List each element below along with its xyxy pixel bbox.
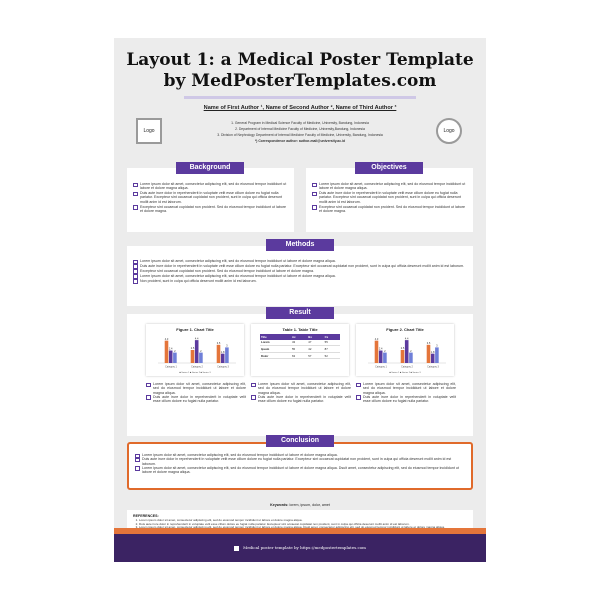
bar [169, 351, 173, 363]
table-cell: Ipsum [260, 346, 291, 353]
logo-left-label: Logo [143, 128, 155, 134]
affiliation-1: 1. General Program in Medical Science Faculty of Medicine, University, Bandung, Indonesia [231, 121, 369, 125]
references-heading: REFERENCES: [133, 514, 159, 518]
data-label: 2 [384, 349, 386, 353]
logo-square [136, 118, 162, 144]
data-label: 2 [174, 349, 176, 353]
keywords [114, 503, 486, 507]
table-header-cell: Title [260, 334, 291, 340]
list-item: Duis aute irure dolor in reprehenderit in voluptate velit esse cillum dolore eu fugiat nulla pariatur. [356, 395, 456, 404]
bar [195, 340, 199, 363]
table-cell: Dolor [260, 352, 291, 359]
bar [435, 347, 439, 363]
data-label: 4.3 [374, 337, 379, 341]
list-item: Excepteur sint occaecat cupidatat non proident. Sed do eiusmod tempor incididunt ut labore et dolore magna. [133, 269, 467, 273]
category-label: Category 1 [375, 365, 387, 369]
data-label: 3.5 [216, 342, 221, 345]
bar [409, 353, 413, 363]
data-label: 2.5 [400, 347, 405, 351]
table-cell: 43 [291, 340, 307, 346]
table-cell: 47 [307, 340, 323, 346]
conclusion-heading: Conclusion [266, 435, 334, 447]
data-label: 2 [200, 349, 202, 353]
keywords-value: lorem, ipsum, dolor, amet [289, 503, 330, 507]
bar [199, 353, 203, 363]
affiliation-3: 3. Division of Nephrology Department of Internal Medicine Faculty of Medicine, University, Bandung, Indonesia [217, 133, 383, 137]
data-label: 2.5 [190, 347, 195, 351]
list-item: Lorem ipsum dolor sit amet, consectetur adipiscing elit, sed do eiusmod tempor incididunt ut labore et dolore magna aliqua. [133, 274, 467, 278]
list-item: Lorem ipsum dolor sit amet, consectetur adipiscing elit, sed do eiusmod tempor incididunt ut labore et dolore magna aliqua. [133, 182, 288, 191]
data-label: 4.4 [404, 337, 409, 341]
table-row [260, 352, 340, 359]
bar [221, 354, 225, 363]
poster [114, 38, 486, 562]
list-item: Lorem ipsum dolor sit amet, consectetur adipiscing elit, sed do eiusmod tempor incididunt ut labore et dolore magna aliqua. [312, 182, 467, 191]
objectives-box [306, 168, 473, 232]
table-header-cell: Bx [307, 334, 323, 340]
bar [379, 351, 383, 363]
result-text-1 [146, 382, 246, 403]
category-label: Category 3 [427, 365, 439, 369]
methods-heading: Methods [266, 239, 334, 251]
category-label: Category 2 [401, 365, 413, 369]
figure-2-title: Figure 2. Chart Title [386, 327, 424, 332]
table-cell: 57 [307, 352, 323, 359]
title-line-2: by MedPosterTemplates.com [163, 71, 437, 91]
data-table [260, 334, 340, 359]
reference-item: 2. Duis aute irure dolor in reprehenderit in voluptate velit esse cillum dolore eu fugiat nulla pariatur. Excepteur sint occaecat cupidatat non proident, sunt in culpa qui officia deserunt mollit anim id est laborum. [139, 523, 467, 527]
category-label: Category 3 [217, 365, 229, 369]
list-item: Lorem ipsum dolor sit amet, consectetur adipiscing elit, sed do eiusmod tempor incididunt ut labore et dolore magna aliqua. Dsuit amet, consectetur adipiscing elit, sed do eiusmod tempor incididunt ut labore et dolore magna aliqua. [135, 466, 465, 475]
list-item: Duis aute irure dolor in reprehenderit in voluptate velit esse cillum dolore eu fugiat nulla pariatur. [251, 395, 351, 404]
footer-text [114, 545, 486, 551]
result-box [127, 314, 473, 436]
table-1-title: Table 1. Table Title [282, 327, 318, 332]
bar [217, 345, 221, 363]
table-header-cell: Ax [291, 334, 307, 340]
data-label: 3 [226, 344, 228, 348]
table-1 [251, 324, 349, 376]
bar [375, 341, 379, 363]
list-item: Excepteur sint occaecat cupidatat non proident. Sed do eiusmod tempor incididunt ut labore et dolore magna. [133, 205, 288, 214]
table-cell: 55 [291, 346, 307, 353]
title-line-1: Layout 1: a Medical Poster Template [126, 50, 474, 70]
bar [431, 354, 435, 363]
bar [405, 340, 409, 363]
list-item: Excepteur sint occaecat cupidatat non proident. Sed do eiusmod tempor incididunt ut labore et dolore magna. [312, 205, 467, 214]
data-label: 4.3 [164, 337, 169, 341]
bar-chart-2 [356, 333, 454, 371]
list-item: Duis aute irure dolor in reprehenderit in voluptate velit esse cillum dolore eu fugiat nulla pariatur. Excepteur sint occaecat cupidatat non proident, sunt in culpa qui officia deserunt mollit anim id est laborum. [135, 457, 465, 466]
keywords-label: Keywords: [270, 503, 289, 507]
table-row [260, 346, 340, 353]
data-label: 1.8 [220, 350, 225, 354]
list-item: Lorem ipsum dolor sit amet, consectetur adipiscing elit, sed do eiusmod tempor incididunt ut labore et dolore magna aliqua. [251, 382, 351, 395]
bar [191, 350, 195, 363]
bar-chart-1 [146, 333, 244, 371]
affiliation-2: 2. Department of Internal Medicine Faculty of Medicine, University,Bandung, Indonesia [235, 127, 365, 131]
authors: Name of First Author ¹, Name of Second Author ², Name of Third Author ³ [203, 105, 397, 111]
logo-right-label: Logo [443, 128, 455, 134]
affiliations [174, 120, 426, 144]
list-item: Lorem ipsum dolor sit amet, consectetur adipiscing elit, sed do eiusmod tempor incididunt ut labore et dolore magna aliqua. [135, 453, 465, 457]
result-heading: Result [266, 307, 334, 319]
data-label: 4.4 [194, 337, 199, 341]
category-label: Category 1 [165, 365, 177, 369]
table-cell: 63 [291, 352, 307, 359]
result-text-2 [251, 382, 351, 403]
bar [165, 341, 169, 363]
data-label: 3 [436, 344, 438, 348]
data-label: 2.4 [168, 347, 173, 351]
list-item: Duis aute irure dolor in reprehenderit in voluptate velit esse cillum dolore eu fugiat nulla pariatur. Excepteur sint occaecat cupidatat non proident, sunt in culpa qui officia deserunt mollit anim id est laborum. [133, 264, 467, 268]
list-item: Lorem ipsum dolor sit amet, consectetur adipiscing elit, sed do eiusmod tempor incididunt ut labore et dolore magna aliqua. [133, 259, 467, 263]
background-box [127, 168, 294, 232]
table-cell: 87 [324, 346, 340, 353]
bar [225, 347, 229, 363]
background-heading: Background [176, 162, 244, 174]
figure-2-legend: ■ Series 1 ■ Series 2 ■ Series 3 [389, 372, 421, 374]
footer-link[interactable]: Medical poster template by https://medpostertemplates.com [243, 545, 366, 550]
bar [173, 353, 177, 363]
figure-2 [356, 324, 454, 376]
figure-1-legend: ■ Series 1 ■ Series 2 ■ Series 3 [179, 372, 211, 374]
correspondence: *) Correspondence author: author-mail@university.ac.id [254, 139, 346, 143]
list-item: Non proident, sunt in culpa qui officia deserunt mollit anim id est laborum. [133, 279, 467, 283]
table-header-cell: Cx [324, 334, 340, 340]
poster-title [114, 50, 486, 92]
list-item: Duis aute irure dolor in reprehenderit in voluptate velit esse cillum dolore eu fugiat nulla pariatur. Excepteur sint occaecat cupidatat non proident, sunt in culpa qui officia deserunt mollit anim id est laborum. [133, 191, 288, 204]
table-cell: Lorem [260, 340, 291, 346]
methods-box [127, 246, 473, 306]
objectives-heading: Objectives [355, 162, 423, 174]
bar [383, 353, 387, 363]
list-item: Duis aute irure dolor in reprehenderit in voluptate velit esse cillum dolore eu fugiat nulla pariatur. Excepteur sint occaecat cupidatat non proident, sunt in culpa qui officia deserunt mollit anim id est laborum. [312, 191, 467, 204]
title-divider [184, 96, 416, 99]
logo-circle [436, 118, 462, 144]
reference-item: 1. Lorem ipsum dolor sit amet, consectetur adipiscing elit, sed do eiusmod tempor incididunt ut labore et dolore magna aliqua. [139, 519, 467, 523]
data-label: 1.8 [430, 350, 435, 354]
list-item: Lorem ipsum dolor sit amet, consectetur adipiscing elit, sed do eiusmod tempor incididunt ut labore et dolore magna aliqua. [146, 382, 246, 395]
category-label: Category 2 [191, 365, 203, 369]
list-item: Lorem ipsum dolor sit amet, consectetur adipiscing elit, sed do eiusmod tempor incididunt ut labore et dolore magna aliqua. [356, 382, 456, 395]
figure-1 [146, 324, 244, 376]
footer [114, 534, 486, 562]
table-cell: 52 [324, 352, 340, 359]
bar [401, 350, 405, 363]
bar [427, 345, 431, 363]
conclusion-box [127, 442, 473, 490]
table-cell: 42 [307, 346, 323, 353]
result-text-3 [356, 382, 456, 403]
figure-1-title: Figure 1. Chart Title [176, 327, 214, 332]
data-label: 2.4 [378, 347, 383, 351]
data-label: 3.5 [426, 342, 431, 345]
table-cell: 55 [324, 340, 340, 346]
list-item: Duis aute irure dolor in reprehenderit in voluptate velit esse cillum dolore eu fugiat nulla pariatur. [146, 395, 246, 404]
data-label: 2 [410, 349, 412, 353]
website-icon [234, 546, 239, 551]
